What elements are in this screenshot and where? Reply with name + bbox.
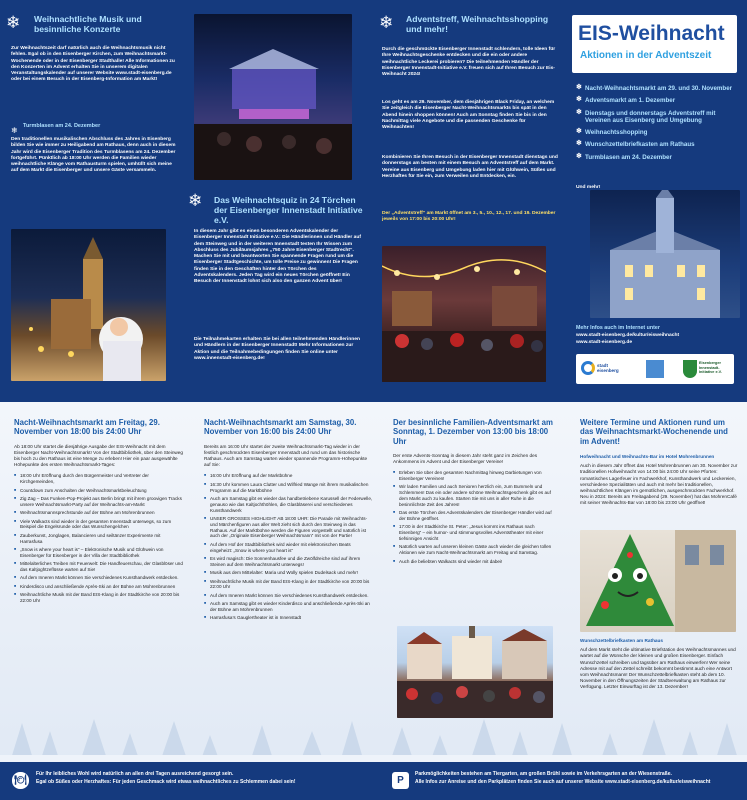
advent-body2: Los geht es am 29. November, dem diesjährigen Black Friday, an welchem Sie zeitgleich die Eisenberger Nacht-Weihnachtsmarkts bis spät in den Abend hinein shoppen können! Auch am Sonntag finden Sie bis in den Nachmittag viele Angebote und die passenden Geschenke für Weihnachten!: [382, 100, 555, 131]
footer-parking-line1: Parkmöglichkeiten bestehen am Tiergarten, am großen Brühl sowie im Verkehrsgarten an der Wiesenstraße.: [415, 771, 672, 777]
list-item: ■ Weihnachtliche Musik mit der Band EIS-Klang in der Stadtkirche von 20:00 bis 22:00 Uhr: [204, 579, 374, 591]
list-item: ■ UNSER GROSSES HIGHLIGHT AB 18:00 UHR: Die Parade mit Weihnachts- und Märchenfiguren aus aller Welt zieht sich durch den Steinweg in das Rathaus. Auf der Marktbühne werden die Figuren vorgestellt und natürlich ist auch der „Originale Eisenberger Weihnachtsmann“ mit von der Partie!: [204, 516, 374, 539]
quiz-heading: Das Weihnachtsquiz in 24 Törchen der Eisenberger Innenstadt Initiative e.V.: [214, 195, 363, 225]
list-item: ■ Zig Zag – Das Funken-Pop-Projekt aus Berlin bringt mit ihrem groovigen Tracks unsere Weihnachtsmarkt-Party auf der Weihnachts-am-Markt: [14, 496, 184, 508]
list-item: ■ Das erste Törchen des Adventskalenders der Eisenberger Händler wird auf der Bühne geöffnet.: [393, 510, 555, 522]
list-item: ■ Weihnachtliche Musik mit der Band EIS-Klang in der Stadtkirche von 20:00 bis 22:00 Uhr: [14, 592, 184, 604]
stadt-logo-text: stadt eisenberg: [597, 363, 619, 373]
title-box: [572, 15, 737, 73]
snowflake-icon: ❄: [576, 140, 582, 148]
photo-town-hall-art: [590, 190, 740, 318]
snowflake-icon: ❄: [576, 108, 582, 116]
list-item: [576, 85, 741, 92]
more-info-label: Mehr Infos auch im Internet unter: [576, 325, 660, 331]
list-item: ■ Weihnachtsmannsprechstunde auf der Bühne am Mohrenbrunnen: [14, 510, 184, 516]
footer-food-line1: Für Ihr leibliches Wohl wird natürlich an allen drei Tagen ausreichend gesorgt sein.: [36, 771, 234, 777]
highlights-list: [576, 85, 741, 166]
snowflake-icon: ❄: [576, 152, 582, 160]
snowflake-icon: ❄: [576, 96, 582, 104]
snowy-trees-decoration: [0, 713, 747, 762]
saturday-heading: Nacht-Weihnachtsmarkt am Samstag, 30. November von 16:00 bis 24:00 Uhr: [204, 418, 357, 437]
sunday-list: [393, 470, 555, 564]
turmblasen-subheading: Turmblasen am 24. Dezember: [23, 123, 101, 129]
snowflake-icon: ❄: [379, 13, 394, 32]
parking-icon: P: [392, 772, 409, 789]
list-item: ■ 17:00 in der Stadtkirche St. Peter: „Jesus kommt ins Rathaus nach Eisenberg“ – ein humor- und stimmungsvolles Adventstheater mit einer tiefsinnigen Ansicht: [393, 524, 555, 541]
list-item-label: Adventsmarkt am 1. Dezember: [585, 97, 676, 105]
photo-stage-art: [194, 14, 352, 180]
list-item: ■ Es wird magisch: Die Sonnenhausfee und die Zwölfdreiche sind auf ihrem Steinen auf dem Weihnachtsmarkt unterwegs!: [204, 556, 374, 568]
list-item: ■ Natürlich warten auf unseren kleinen Gäste auch wieder die gleichen tollen Aktionen wie zum Nacht-Weihnachtsmarkt am Freitag und Samstag.: [393, 544, 555, 556]
list-item: ■ Mittelalterliches Treiben mit Feuerwelt: Die Handfeuerschau, der Glasblöser und das Kaltjoghtzeflüsse warten auf Sie!: [14, 561, 184, 573]
more-events-heading: Weitere Termine und Aktionen rund um das Weihnachtsmarkt-Wochenende und im Advent!: [580, 418, 728, 446]
list-item: ■ Auch am Samstag gibt es wieder Kinderdisco und anschließende Après-Ski an der Bühne am Mohrenbrunnen: [204, 601, 374, 613]
snowflake-icon: ❄: [576, 128, 582, 136]
list-item: ■ Erleben Sie über den gesamten Nachmittag hinweg Darbietungen von Eisenberger Vereinen!: [393, 470, 555, 482]
list-item-label: Nacht-Weihnachtsmarkt am 29. und 30. November: [585, 85, 733, 92]
hofweihnacht-text: Auch in diesem Jahr öffnet das Hotel Mohrenbrunnen am 30. November zur traditionellen Hofweihnacht von 14:00 bis 24:00 Uhr seine Pforten: romantisches Lagerfeuer im Fachwerkhof, Kunsthandwerk und Leckereien, verschiedene Spezialitäten und auch mit mehr bei traditionellen, weihnachtlichen Klängen im gemütlichen, ausgeschmückten Fachwerkhof. Neu in 2024: Bereits am Freitagabend (29. November) hat das MohrenCafé mit seiner Weihnachts-Bar von 18:00 bis 23:00 Uhr geöffnet!: [580, 463, 738, 506]
list-item: [576, 97, 741, 104]
list-item: ■ „Snow is where your heart is“ – Elektronische Musik und Glühwein von Eisenberger für Eisenberger in der Villa der Stadtbibliothek: [14, 547, 184, 559]
list-item-label: Turmblasen am 24. Dezember: [585, 153, 672, 161]
friday-intro: Ab 18:00 Uhr startet die diesjährige Ausgabe der EIS-Weihnacht mit dem Eisenberger Nacht-Weihnachtsmarkt! Von der Stadtbibliothek, über den Steinweg bis hoch zu den Rathaus ist eine Menge zu erleben! Hier ein paar ausgewählte Höhepunkte des ersten Weihnachtsmarkt-Tages:: [14, 443, 184, 468]
list-item: ■ Wir laden Familien und auch Senioren herzlich ein, zum Bummeln und Schlemmen! Das ein oder andere schöne Weihnachtsgeschenk gibt es auf dem Markt auch zu kaufen. Starten Sie mit uns in aller Ruhe in die besinnlichste Zeit des Jahres!: [393, 484, 555, 507]
page-subtitle: Aktionen in der Adventszeit: [580, 50, 712, 61]
advent-body3: Kombinieren Sie Ihren Besuch in der Eisenberger Innenstadt dienstags und donnerstags am besten mit einem Besuch am Adventstreff auf dem Markt. Vereine aus Eisenberg und Umgebung laden hier mit Glühwein, Süßes und Herzhaftes für Sie ein, zum Verweilen und Entdecken, ein.: [382, 155, 558, 179]
turmblasen-body: Den traditionellen musikalischen Abschluss des Jahres in Eisenberg bilden Sie wie immer zu Heiligabend am Rathaus, denn auch in diesem Jahr wird die Eisenberger Tradition des Turmblasens am 24. Dezember fortgeführt. Pünktlich ab 18:00 Uhr werden die Familien wieder weihnachtliche Klänge vom Rathausturm spielen, umhüllt sich meine auf dem Markt die Eisenberger und unsere Gäste versammeln.: [11, 137, 176, 174]
snowflake-icon: ❄: [6, 13, 21, 32]
list-item: ■ 16:30 Uhr kommen Laura Clutter und Wilfried Wange mit ihrem musikalischen Programm auf die Marktbühne: [204, 482, 374, 494]
list-item: ■ Auch die beliebten Walkacts sind wieder mit dabei!: [393, 559, 555, 565]
friday-heading: Nacht-Weihnachtsmarkt am Freitag, 29. November von 18:00 bis 24:00 Uhr: [14, 418, 160, 437]
list-item-label: Wunschzettelbriefkasten am Rathaus: [585, 141, 695, 149]
list-item: ■ Viele Walkacts sind wieder in der gesamten Innenstadt unterwegs, so zum Beispiel die Engelsrunde oder das Wunschengelchen: [14, 519, 184, 531]
list-item-label: Dienstags und donnerstags Adventstreff mit Vereinen aus Eisenberg und Umgebung: [585, 109, 716, 124]
music-intro: Zur Weihnachtszeit darf natürlich auch die Weihnachtsmusik nicht fehlen. Egal ob in den Eisenberger Kirchen, zum Weihnachtsmarkt-Wochenende oder in der Eisenberger Stadthalle! Alle Informationen zu den Konzerten im Advent erhalten Sie in unserem digitalen Veranstaltungskalender auf unserer Website www.stadt-eisenberg.de oder bei einem Besuch in der Eisenberg-Information am Markt!: [11, 46, 175, 83]
wishlist-text: Auf dem Markt steht die ultimative Briefstation des Weihnachtsmannes und wartet auf die Wünsche der kleinen und großen Eisenberger. Einfach Wunschzettel schreiben und tagsüber am Rathaus einwerfen! Wer seine Adresse mit auf den Zettel schreibt bekommt bestimmt auch eine Antwort vom Weihnachtsmann! Der Wunschzettelbriefkasten steht ab dem 10. November in den Öffnungszeiten der Stadtverwaltung am Rathaus zur Verfügung. Letzter Einwurftag ist der 13. Dezember!: [580, 647, 736, 690]
friday-section: [14, 418, 184, 606]
column-music: [0, 0, 182, 402]
logo-strip: [576, 354, 734, 384]
sunday-intro: Der erste Advents-Sonntag in diesem Jahr steht ganz im Zeichen des Ankommens im Advent und der Eisenberger Vereine!: [393, 452, 538, 465]
list-item: ■ Auch am Samstag gibt es wieder das handbetriebene Karussell der Federwelle, genauso wie das Kaltjochthöhlen, die Glasbläserei und verschiedenes Kunsthandwerk: [204, 496, 374, 513]
photo-market-crowd: [382, 246, 546, 382]
footer-parking-line2: Alle Infos zur Anreise und den Parkplätzen finden Sie auch auf unserer Website www.stadt-eisenberg.de/kultur/eisweihnacht: [415, 779, 711, 785]
photo-sunday-market: [397, 626, 553, 718]
photo-tree-mascot: [580, 530, 736, 632]
sunday-section: [393, 418, 555, 567]
photo-stage: [194, 14, 352, 180]
coat-of-arms-icon: [646, 360, 664, 378]
photo-market-crowd-art: [382, 246, 546, 382]
advent-highlight: Der „Adventstreff“ am Markt öffnet am 3., 5., 10., 12., 17. und 19. Dezember jeweils von 17:00 bis 20:00 Uhr!: [382, 211, 556, 223]
snowflake-icon: ❄: [576, 84, 582, 91]
footer-food-line2: Egal ob Süßes oder Herzhaftes: Für jeden Geschmack wird etwas weihnachtliches zu Schlemmen dabei sein!: [36, 779, 296, 785]
wishlist-subheading: Wunschzettelbriefkasten am Rathaus: [580, 638, 664, 643]
saturday-section: [204, 418, 374, 624]
list-item-label: Weihnachtsshopping: [585, 129, 648, 137]
hofweihnacht-subheading: Hofweihnacht und Weihnachts-Bar im Hotel Mohrenbrunnen: [580, 453, 715, 459]
wishlist-section: [580, 638, 738, 691]
footer-bar: [0, 762, 747, 800]
list-item: ■ Harrasfusa’s Gauglertheater ist in Innenstadt: [204, 615, 374, 621]
list-item: ■ 18:00 Uhr Eröffnung durch den Bürgermeister und Vertreter der Kirchgemeinden,: [14, 473, 184, 485]
list-item: ■ 16:00 Uhr Eröffnung auf der Marktbühne: [204, 473, 374, 479]
photo-sunday-market-art: [397, 626, 553, 718]
photo-tower-santa-art: [11, 229, 166, 381]
link-stadt[interactable]: www.stadt-eisenberg.de: [576, 340, 633, 345]
photo-town-hall: [590, 190, 740, 318]
list-item: ■ Auf dem Inneren Markt können Sie verschiedenes Kunsthandwerk entdecken.: [14, 575, 184, 581]
list-item: ■ Musik aus dem Mittelalter: Maria und Wolly spielen Dudelsack und mehr!: [204, 570, 374, 576]
advent-body1: Durch die geschmückte Eisenberger Innenstadt schlendern, tolle Ideen für Ihre Weihnachtsgeschenke entdecken und die ein oder andere weihnachtliche Leckerei probieren? Die teilnehmenden Händler der Eisenberger Innenstadt-Initiative e.V. freuen sich auf Ihren Besuch zur Eis-Weihnacht 2024!: [382, 47, 556, 78]
link-eisweihnacht[interactable]: www.stadt-eisenberg.de/kultur/eisweihnacht: [576, 333, 680, 338]
food-icon: 🍽: [12, 772, 29, 789]
list-item: [576, 141, 741, 148]
list-item: ■ Countdown zum Anschalten der Weihnachtsmarktbeleuchtung: [14, 488, 184, 494]
sunday-heading: Der besinnliche Familien-Adventsmarkt am Sonntag, 1. Dezember von 13:00 bis 18:00 Uhr: [393, 418, 553, 446]
list-item: ■ Auf dem Hof der Stadtbibliothek wird wieder mit elektronischen Beats eingeheizt: „Snow is where your heart is“: [204, 542, 374, 554]
quiz-body1: In diesem Jahr gibt es einen besonderen Adventskalender der Eisenberger Innenstadt Initiative e.V.: Die Händlerinnen und Händler auf dem Steinweg und in der weiteren Innenstadt testen Ihr Wissen zum Abschluss des Jubiläumsjahres „750 Jahre Eisenberger Stadtrecht“. Machen Sie mit und beantworten Sie spannende Fragen rund um die Eisenberger Stadtgeschichte, um tolle Preise zu gewinnen! Die Fragen finden Sie in den Geschäften hinter den Törchen des Adventskalenders. Jeden Tag wird ein neues Törchen geöffnet! Ein Besuch der Innenstadt lohnt sich also den ganzen Advent über!: [194, 229, 361, 285]
photo-tree-mascot-art: [580, 530, 736, 632]
photo-tower-santa: [11, 229, 166, 381]
and-more-text: Und mehr!: [576, 185, 601, 190]
page-title: EIS-Weihnacht: [578, 22, 725, 45]
saturday-list: [204, 473, 374, 621]
list-item: ■ Auf dem Inneren Markt können Sie verschiedenes Kunsthandwerk entdecken.: [204, 593, 374, 599]
list-item: ■ Zauberkunst, Jonglagen, Balancieren und seiltänzer Experimente mit Harrasfusa: [14, 533, 184, 545]
snowflake-icon: ❄: [188, 191, 203, 210]
advent-heading: Adventstreff, Weihnachtsshopping und mehr!: [406, 14, 549, 34]
friday-list: [14, 473, 184, 603]
initiative-logo-icon: [683, 360, 697, 378]
list-item: [576, 129, 741, 136]
list-item: [576, 154, 741, 161]
saturday-intro: Bereits am 16:00 Uhr startet der zweite Weihnachtsmarkt-Tag wieder in der festlich geschmückten Eisenberger Innenstadt und rund um das historische Rathaus. Auch am Samstag warten wieder spannende Programm-Höhepunkte auf Sie:: [204, 443, 368, 468]
quiz-body2: Die Teilnahmekarten erhalten Sie bei allen teilnehmenden Händlerinnen und Händlern in der Eisenberger Innenstadt! Mehr Informationen zur Aktion und die Teilnahmebedingungen finden Sie online unter www.innenstadt-eisenberg.de!: [194, 337, 360, 361]
stadt-logo-icon: [581, 361, 595, 375]
column-quiz: [187, 0, 367, 402]
more-events-section: [580, 418, 738, 507]
snowflake-icon: ❄: [11, 126, 18, 135]
column-advent: [374, 0, 560, 402]
list-item: ■ Kinderdisco und anschließende Après-Ski an der Bühne am Mohrenbrunnen: [14, 584, 184, 590]
list-item: [576, 110, 741, 125]
initiative-logo-text: Eisenberger Innenstadt-Initiative e.V.: [699, 361, 722, 374]
music-heading: Weihnachtliche Musik und besinnliche Konzerte: [34, 14, 142, 34]
